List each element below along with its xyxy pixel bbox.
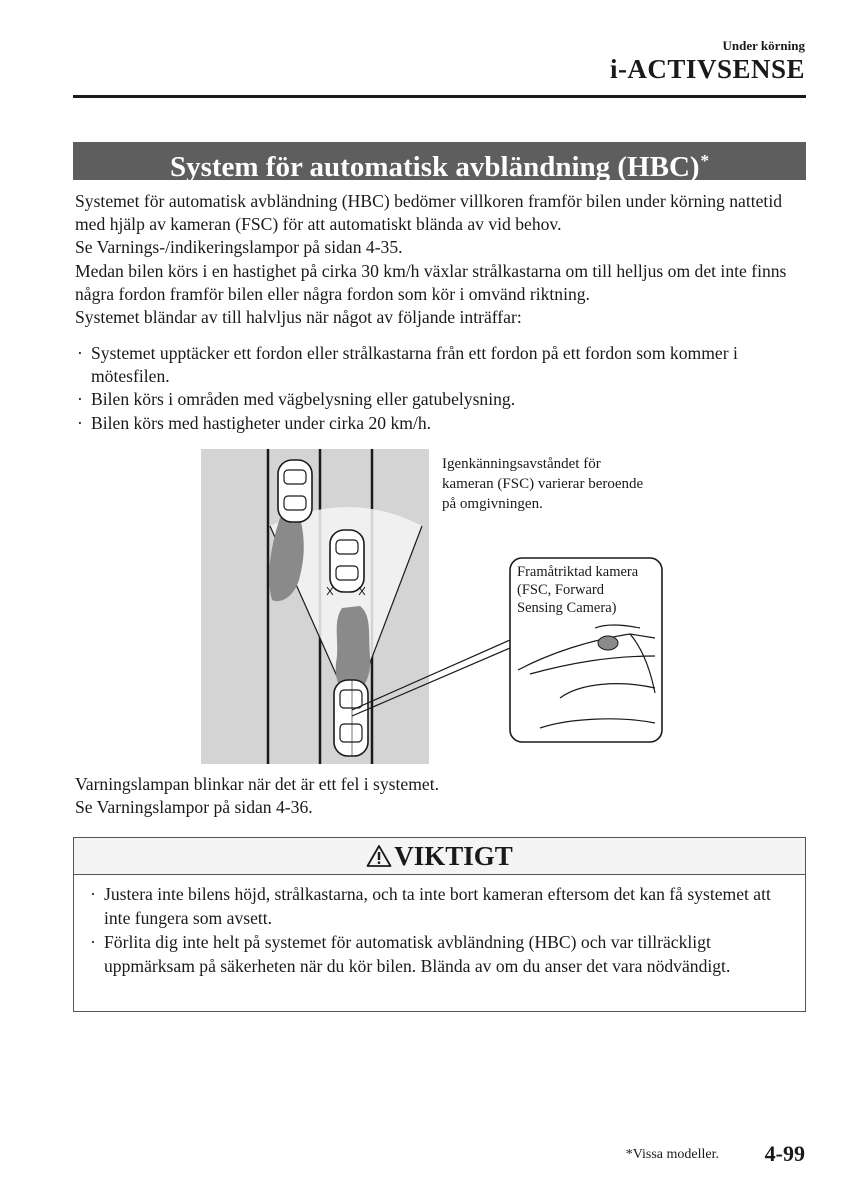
preceding-car-icon [330, 530, 364, 592]
warning-triangle-icon [366, 844, 392, 868]
callout-camera [517, 563, 638, 617]
callout-line: (FSC, Forward [517, 582, 605, 598]
section-label: Under körning [722, 38, 805, 53]
chapter-title: i-ACTIVSENSE [609, 54, 805, 84]
important-list [74, 875, 805, 978]
intro-text [75, 190, 810, 329]
important-box [73, 837, 806, 1012]
list-item: · Justera inte bilens höjd, strålkastarna, och ta inte bort kameran eftersom det kan få systemet att inte fungera som avsett. [88, 882, 785, 930]
list-item: · Systemet upptäcker ett fordon eller strålkastarna från ett fordon på ett fordon som kommer i mötesfilen. [75, 342, 810, 388]
page-title-banner [73, 142, 806, 183]
callout-line: Sensing Camera) [517, 600, 617, 616]
callout-line: på omgivningen. [442, 496, 543, 512]
important-header [74, 838, 805, 875]
intro-reference: Se Varnings-/indikeringslampor på sidan 4-35. [75, 237, 403, 258]
warning-lamp-text [75, 773, 810, 819]
footnote: *Vissa modeller. [625, 1147, 719, 1162]
callout-detection-range [442, 454, 643, 514]
title-asterisk: * [700, 151, 710, 170]
oncoming-car-icon [278, 460, 312, 522]
callout-line: Framåtriktad kamera [517, 564, 639, 580]
intro-paragraph: Systemet bländar av till halvljus när något av följande inträffar: [75, 307, 522, 328]
important-title: VIKTIGT [394, 841, 513, 871]
warning-lamp-reference: Se Varningslampor på sidan 4-36. [75, 797, 313, 818]
list-item: · Förlita dig inte helt på systemet för automatisk avbländning (HBC) och var tillräckligt uppmärksam på säkerheten när du kör bilen. Blända av om du anser det vara nödvändigt. [88, 930, 785, 978]
page-number: 4-99 [764, 1141, 805, 1166]
condition-list [75, 342, 810, 435]
camera-sensor-icon [598, 636, 618, 650]
own-car-icon [334, 680, 368, 756]
header-rule [73, 95, 806, 98]
intro-paragraph: Systemet för automatisk avbländning (HBC) bedömer villkoren framför bilen under körning nattetid med hjälp av kameran (FSC) för att automatiskt blända av vid behov. [75, 191, 783, 235]
list-item: · Bilen körs med hastigheter under cirka 20 km/h. [75, 412, 810, 435]
intro-paragraph: Medan bilen körs i en hastighet på cirka 30 km/h växlar strålkastarna om till helljus om det inte finns några fordon framför bilen eller några fordon som kör i omvänd riktning. [75, 260, 787, 304]
callout-line: Igenkänningsavståndet för [442, 456, 601, 472]
warning-lamp-note: Varningslampan blinkar när det är ett fel i systemet. [75, 774, 439, 794]
callout-line: kameran (FSC) varierar beroende [442, 476, 644, 492]
list-item: · Bilen körs i områden med vägbelysning eller gatubelysning. [75, 388, 810, 411]
page-title: System för automatisk avbländning (HBC) [169, 151, 700, 183]
